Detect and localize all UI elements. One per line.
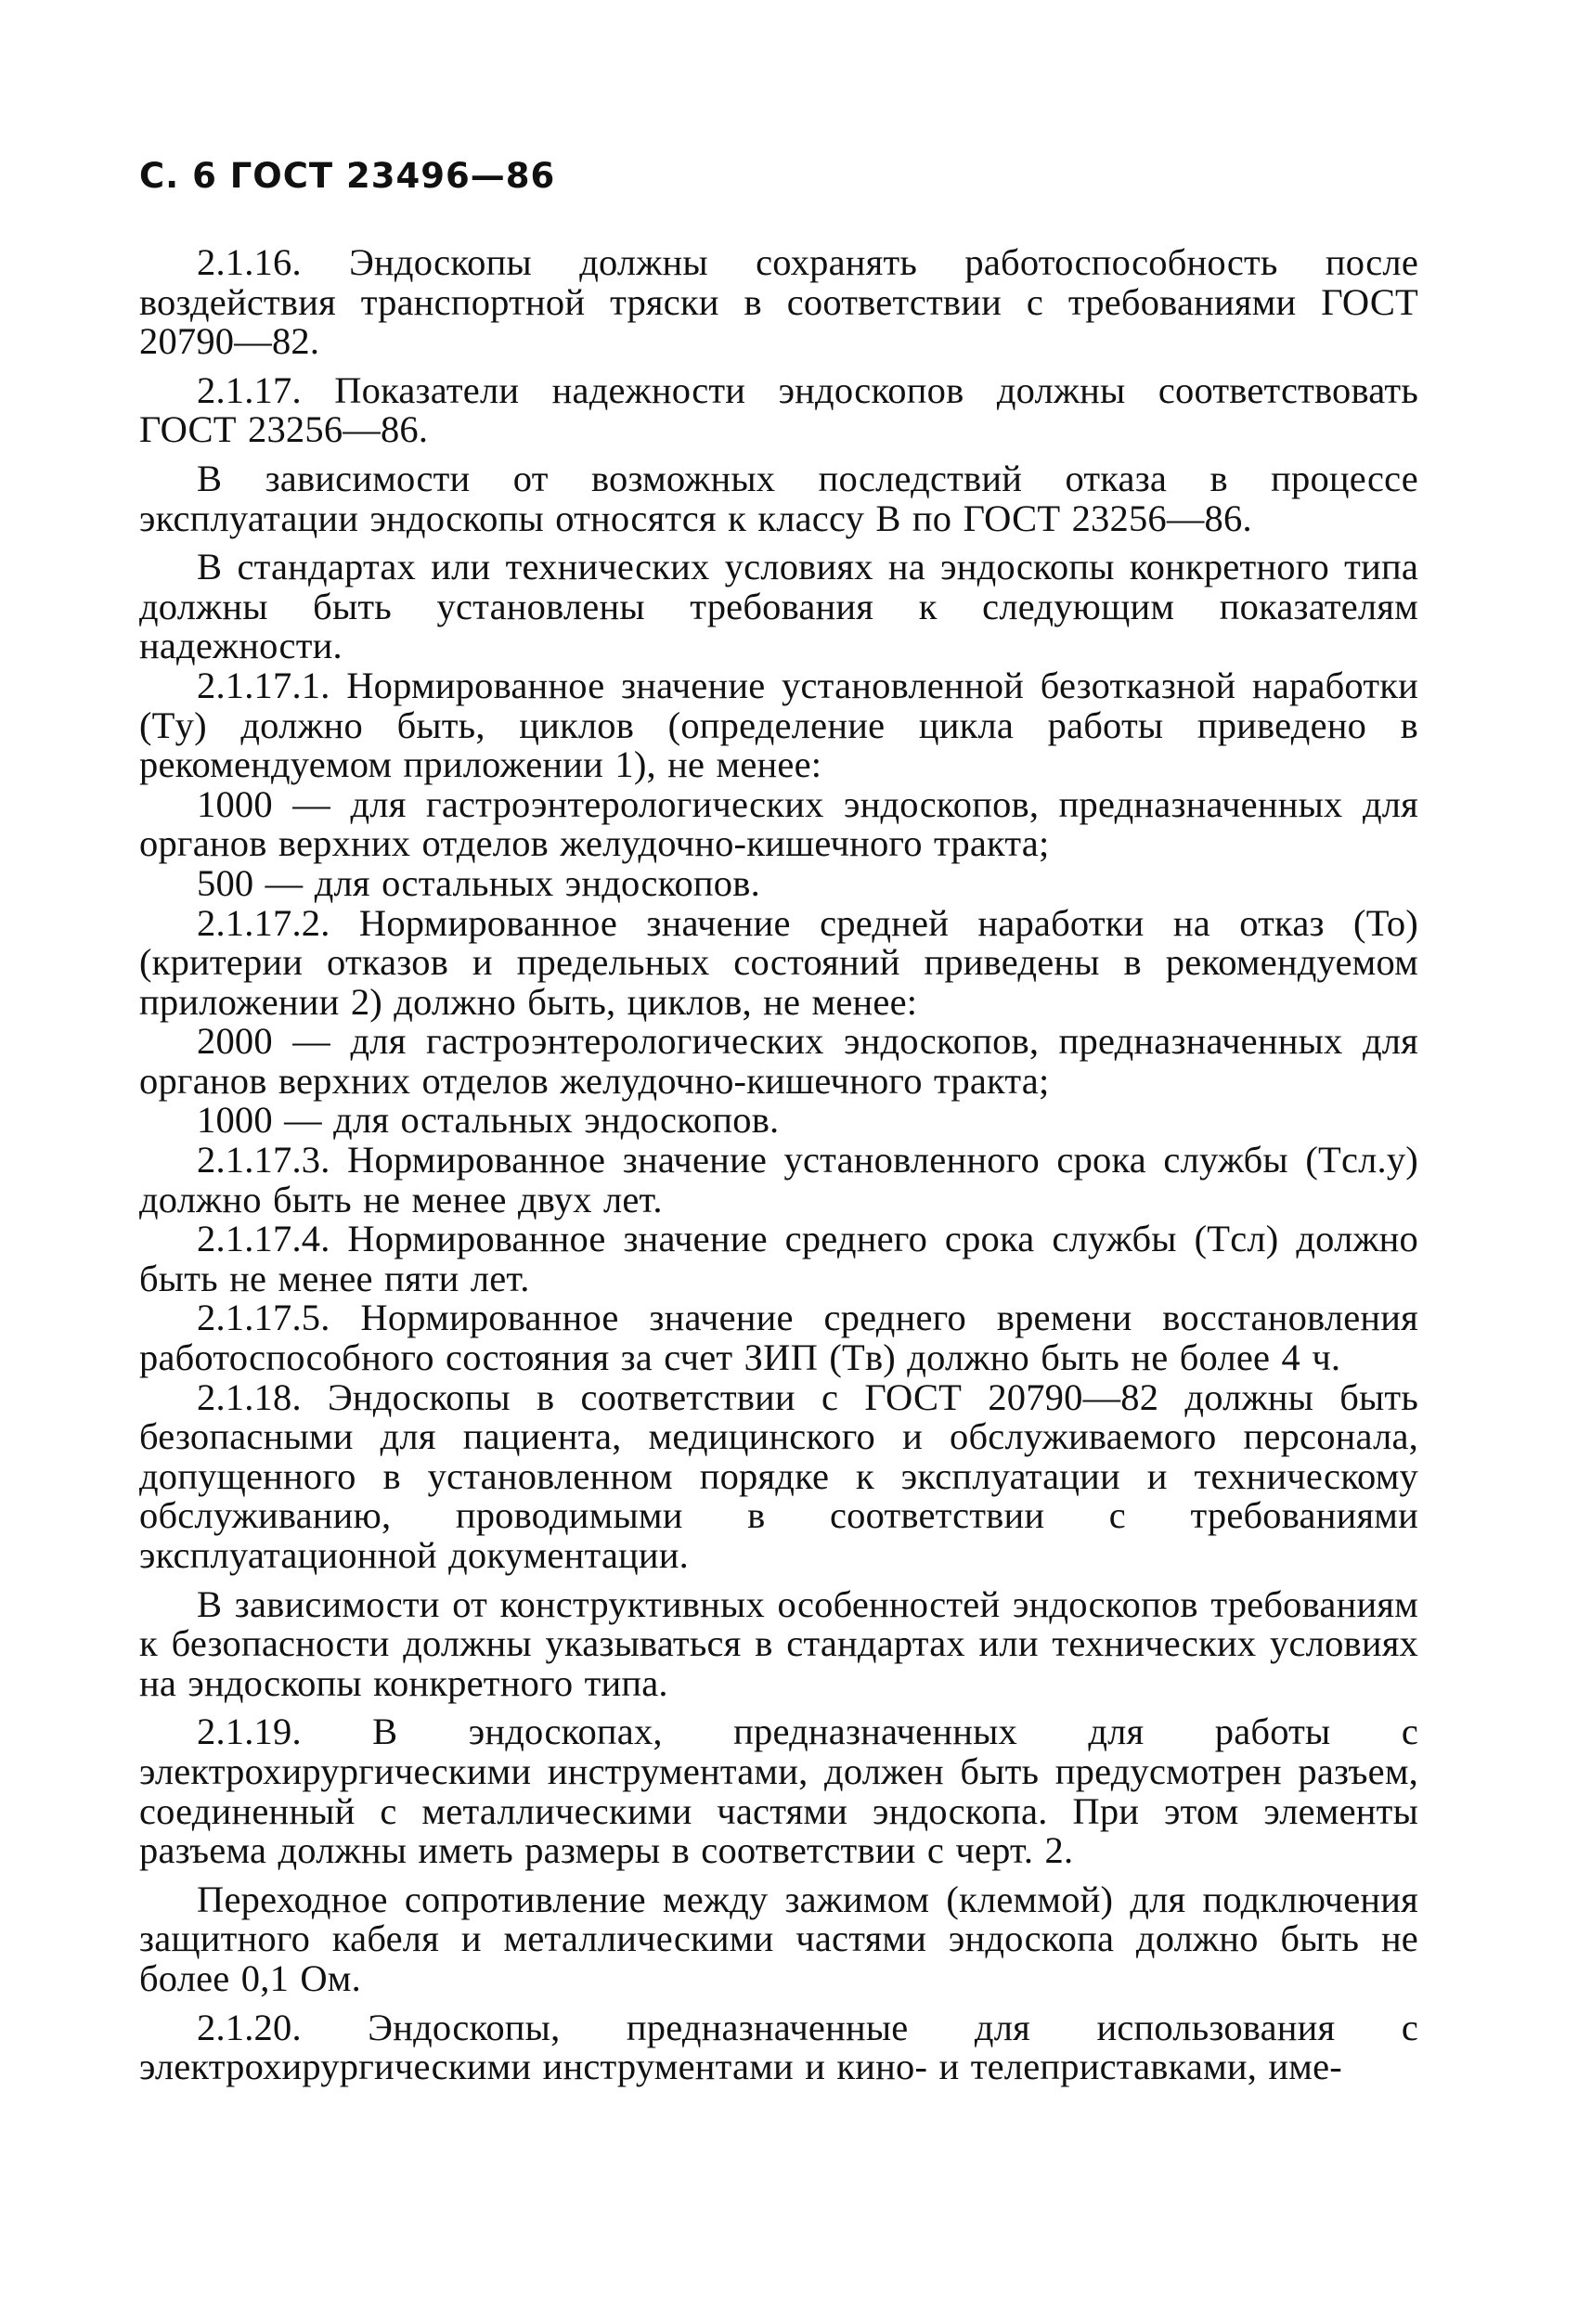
paragraph-2-1-17-4: 2.1.17.4. Нормированное значение среднего срока службы (Tсл) должно быть не менее пяти лет. [139, 1218, 1418, 1299]
paragraph-2-1-17-5: 2.1.17.5. Нормированное значение среднего времени восстановления работоспособного состояния за счет ЗИП (Tв) должно быть не более 4 ч. [139, 1297, 1418, 1379]
paragraph-1000-gastro: 1000 — для гастроэнтерологических эндоскопов, предназначенных для органов верхних отделов желудочно-кишечного тракта; [139, 782, 1418, 865]
paragraph-class-b: В зависимости от возможных последствий отказа в процессе эксплуатации эндоскопы относятся к классу В по ГОСТ 23256—86. [139, 457, 1418, 539]
paragraph-2-1-17-2: 2.1.17.2. Нормированное значение средней наработки на отказ (To) (критерии отказов и предельных состояний приведены в рекомендуемом приложении 2) должно быть, циклов, не менее: [139, 901, 1418, 1023]
page-header: С. 6 ГОСТ 23496—86 [139, 156, 556, 196]
paragraph-2-1-17-3: 2.1.17.3. Нормированное значение установленного срока службы (Tсл.у) должно быть не менее двух лет. [139, 1139, 1418, 1220]
paragraph-reliability-indicators: В стандартах или технических условиях на эндоскопы конкретного типа должны быть установлены требования к следующим показателям надежности. [139, 546, 1418, 667]
paragraph-safety-requirements: В зависимости от конструктивных особенностей эндоскопов требованиям к безопасности должны указываться в стандартах или технических условиях на эндоскопы конкретного типа. [139, 1582, 1418, 1704]
paragraph-2-1-16: 2.1.16. Эндоскопы должны сохранять работоспособность после воздействия транспортной тряски в соответствии с требованиями ГОСТ 20790—82. [139, 241, 1418, 363]
paragraph-500-other: 500 — для остальных эндоскопов. [197, 861, 760, 904]
paragraph-transition-resistance: Переходное сопротивление между зажимом (клеммой) для подключения защитного кабеля и металлическими частями эндоскопа должно быть не более 0,1 Ом. [139, 1878, 1418, 1999]
paragraph-2000-gastro: 2000 — для гастроэнтерологических эндоскопов, предназначенных для органов верхних отделов желудочно-кишечного тракта; [139, 1020, 1418, 1102]
paragraph-2-1-17-1: 2.1.17.1. Нормированное значение установленной безотказной наработки (Tу) должно быть, циклов (определение цикла работы приведено в рекомендуемом приложении 1), не менее: [139, 664, 1418, 786]
paragraph-2-1-19: 2.1.19. В эндоскопах, предназначенных для работы с электрохирургическими инструментами, должен быть предусмотрен разъем, соединенный с металлическими частями эндоскопа. При этом элементы разъема должны иметь размеры в соответствии с черт. 2. [139, 1711, 1418, 1872]
paragraph-2-1-18: 2.1.18. Эндоскопы в соответствии с ГОСТ 20790—82 должны быть безопасными для пациента, медицинского и обслуживаемого персонала, допущенного в установленном порядке к эксплуатации и техническому обслуживанию, проводимыми в соответствии с требованиями эксплуатационной документации. [139, 1375, 1418, 1576]
paragraph-2-1-20: 2.1.20. Эндоскопы, предназначенные для использования с электрохирургическими инструментами и кино- и телеприставками, име- [139, 2006, 1418, 2088]
paragraph-2-1-17: 2.1.17. Показатели надежности эндоскопов должны соответствовать ГОСТ 23256—86. [139, 368, 1418, 451]
paragraph-1000-other: 1000 — для остальных эндоскопов. [197, 1099, 780, 1142]
document-body [139, 243, 1418, 2087]
